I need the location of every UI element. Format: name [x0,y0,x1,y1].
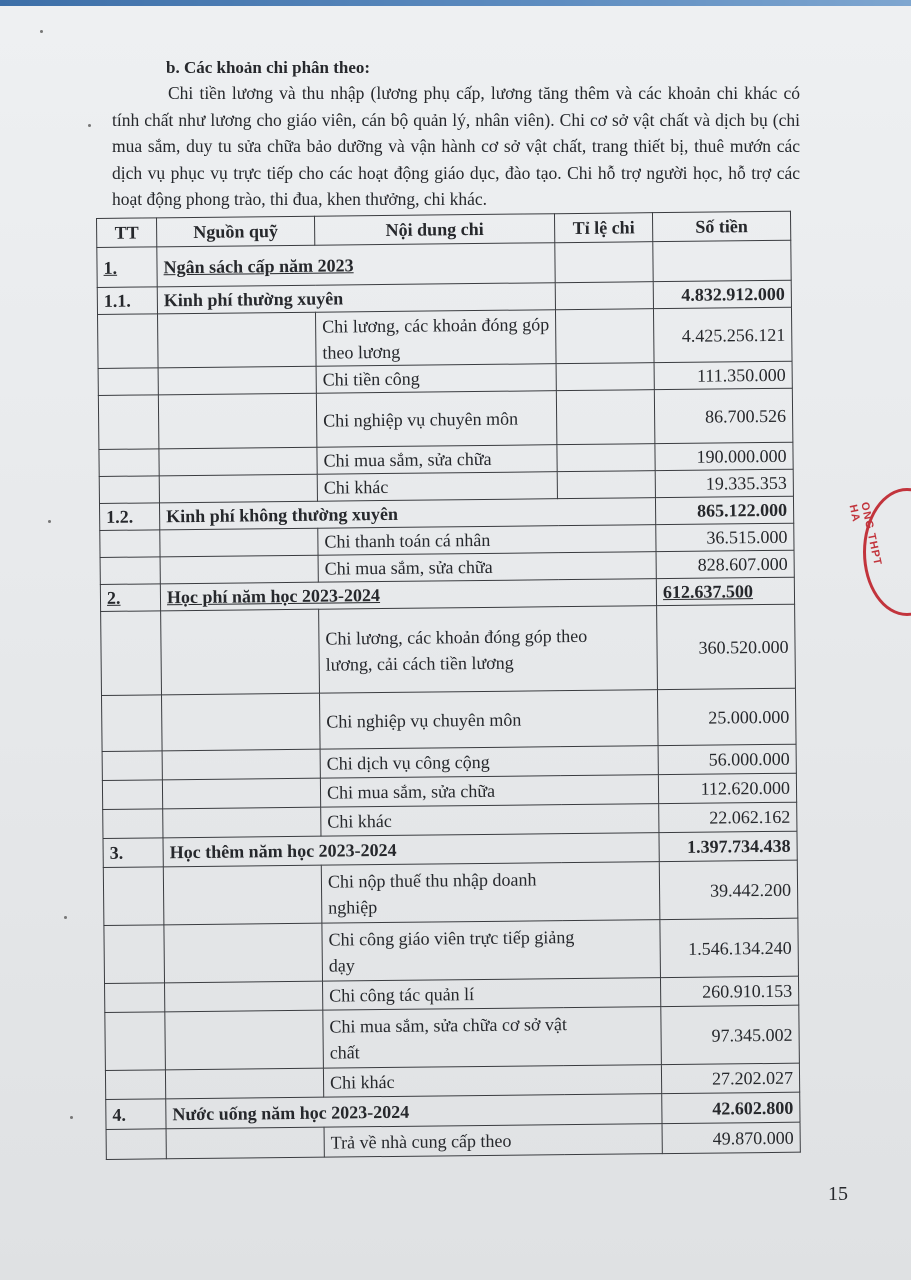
paper-speck [48,520,51,523]
group-rate [555,282,653,310]
group-tt: 3. [103,838,163,868]
item-amount: 260.910.153 [660,976,798,1006]
group-title: Ngân sách cấp năm 2023 [157,243,555,287]
group-title: Kinh phí không thường xuyên [159,498,655,530]
expense-table-wrapper [96,211,801,1160]
group-title: Nước uống năm học 2023-2024 [166,1094,662,1129]
item-content: Chi lương, các khoản đóng góp theo lương, cải cách tiền lương [319,606,658,694]
item-amount: 97.345.002 [661,1005,800,1064]
group-tt: 2. [100,584,160,612]
header-rate: Tỉ lệ chi [554,213,652,243]
table-row [98,307,793,368]
group-title: Học phí năm học 2023-2024 [160,579,656,611]
item-content: Chi nghiệp vụ chuyên môn [316,391,557,448]
item-amount: 360.520.000 [657,604,796,689]
group-tt: 1. [97,247,157,288]
group-tt: 4. [106,1099,166,1130]
table-row [101,604,796,695]
item-content: Chi lương, các khoản đóng góp theo lương [315,310,556,367]
item-content: Chi công giáo viên trực tiếp giảng dạy [322,920,661,982]
group-title: Học thêm năm học 2023-2024 [163,833,659,867]
item-content: Chi mua sắm, sửa chữa [320,775,658,808]
table-row [102,688,797,751]
item-content: Chi mua sắm, sửa chữa [317,445,557,475]
expense-table [96,211,801,1160]
item-amount: 25.000.000 [657,688,796,745]
item-amount: 39.442.200 [659,860,798,919]
item-amount: 56.000.000 [658,744,796,774]
item-amount: 111.350.000 [654,361,792,389]
table-row [98,388,793,449]
section-title: b. Các khoản chi phân theo: [166,58,371,77]
item-amount: 49.870.000 [662,1122,800,1153]
table-row [105,1005,800,1070]
item-content: Chi công tác quản lí [323,978,661,1011]
paper-speck [70,1116,73,1119]
item-amount: 19.335.353 [655,469,793,497]
group-amount [653,240,791,281]
item-content: Chi dịch vụ công cộng [320,746,658,779]
header-amount: Số tiền [652,211,790,241]
item-amount: 86.700.526 [654,388,793,443]
paper-speck [40,30,43,33]
item-amount: 1.546.134.240 [660,918,799,977]
item-amount: 112.620.000 [658,773,796,803]
item-content: Chi khác [323,1065,661,1098]
seal-text: ONG THPT HA [846,501,884,567]
item-content: Chi khác [317,472,557,502]
school-seal-stamp [846,488,911,616]
header-tt: TT [97,218,157,248]
item-content: Chi nộp thuế thu nhập doanh nghiệp [321,862,660,924]
item-amount: 190.000.000 [655,442,793,470]
item-amount: 36.515.000 [656,523,794,551]
group-amount: 42.602.800 [662,1092,800,1123]
item-content: Chi thanh toán cá nhân [318,525,656,556]
item-content: Chi tiền công [316,364,556,394]
paper-speck [88,124,91,127]
group-title: Kinh phí thường xuyên [157,283,555,314]
item-content: Chi nghiệp vụ chuyên môn [319,690,658,750]
item-amount: 828.607.000 [656,550,794,578]
group-tt: 1.2. [99,503,159,531]
group-amount: 1.397.734.438 [659,831,797,861]
item-amount: 27.202.027 [661,1063,799,1093]
item-amount: 22.062.162 [659,802,797,832]
table-row [106,1122,800,1159]
item-amount: 4.425.256.121 [653,307,792,362]
description-paragraph: Chi tiền lương và thu nhập (lương phụ cấp, lương tăng thêm và các khoản chi khác có tính chất như lương cho giáo viên, cán bộ quản lý, nhân viên). Chi cơ sở vật chất và dịch bụ (chi mua sắm, duy tu sửa chữa bảo dưỡng và vận hành cơ sở vật chất, trang thiết bị, thuê mướn các dịch vụ phục vụ trực tiếp cho các hoạt động giáo dục, đào tạo. Chi hỗ trợ người học, hỗ trợ các hoạt động phong trào, thi đua, khen thưởng, chi khác. [112,83,800,209]
group-amount: 865.122.000 [655,496,793,524]
table-row [104,918,799,983]
item-content: Chi mua sắm, sửa chữa cơ sở vật chất [323,1007,662,1069]
top-edge-strip [0,0,911,6]
group-tt: 1.1. [97,287,157,315]
group-amount: 4.832.912.000 [653,280,791,308]
paper-speck [64,916,67,919]
header-content: Nội dung chi [314,214,554,246]
table-row [103,860,798,925]
page-number: 15 [828,1183,848,1205]
item-content: Chi mua sắm, sửa chữa [318,552,656,583]
item-content: Trả về nhà cung cấp theo [324,1124,662,1158]
group-rate [555,242,653,283]
group-amount: 612.637.500 [656,577,794,605]
item-content: Chi khác [321,804,659,837]
header-source: Nguồn quỹ [157,216,315,247]
